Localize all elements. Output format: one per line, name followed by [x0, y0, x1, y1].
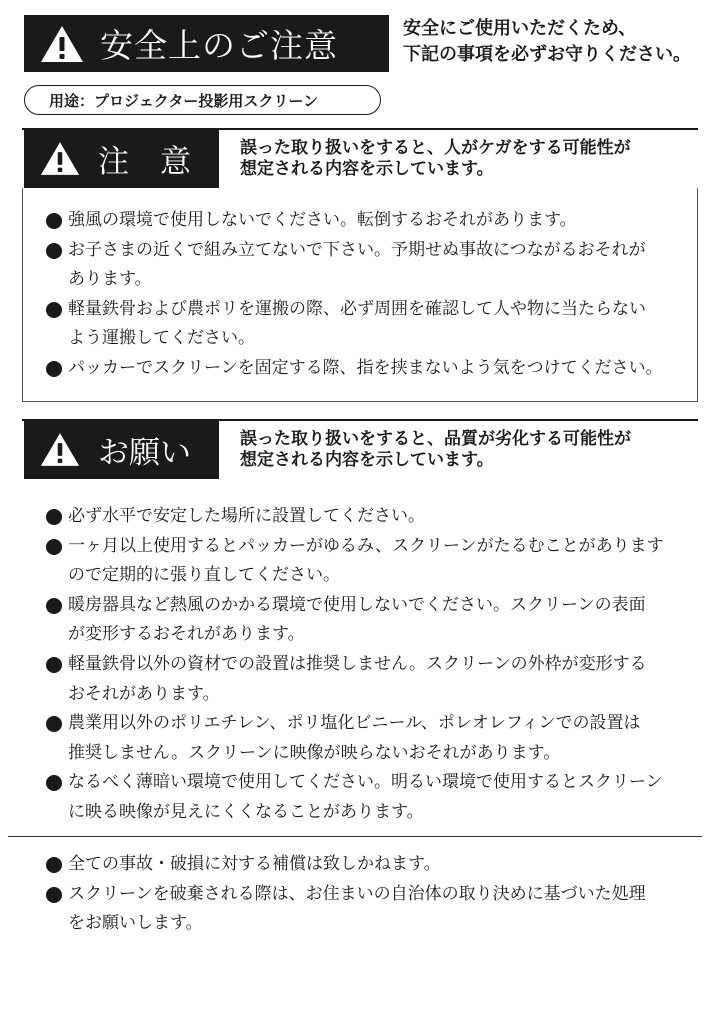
- caution-description: [240, 138, 710, 180]
- intro-text: [403, 16, 713, 68]
- list-item: [46, 354, 706, 384]
- request-banner: [24, 419, 219, 479]
- list-item: [46, 880, 706, 939]
- list-item: [46, 650, 706, 709]
- list-item: [46, 850, 706, 880]
- bullet-icon: [46, 539, 62, 555]
- page-title: 安全上のご注意: [100, 26, 338, 65]
- notes-list: [46, 850, 706, 939]
- caution-desc-line: 想定される内容を示しています。: [240, 159, 494, 179]
- intro-line: 安全にご使用いただくため、: [403, 18, 637, 39]
- list-item: [46, 768, 706, 827]
- warning-icon: [40, 25, 84, 63]
- caution-banner: [24, 128, 219, 188]
- bullet-icon: [46, 509, 62, 525]
- item-line: パッカーでスクリーンを固定する際、指を挟まないよう気をつけてください。: [68, 357, 663, 378]
- item-line: あります。: [68, 269, 152, 290]
- list-item: [46, 206, 706, 236]
- intro-line: 下記の事項を必ずお守りください。: [403, 44, 691, 65]
- bullet-icon: [46, 302, 62, 318]
- bullet-icon: [46, 213, 62, 229]
- request-desc-line: 想定される内容を示しています。: [240, 450, 494, 470]
- item-line: 軽量鉄骨以外の資材での設置は推奨しません。スクリーンの外枠が変形する: [68, 653, 647, 674]
- usage-label: 用途：プロジェクター投影用スクリーン: [24, 85, 381, 115]
- warning-icon: [40, 432, 80, 467]
- request-list: [46, 502, 706, 828]
- item-line: 推奨しません。スクリーンに映像が映らないおそれがあります。: [68, 742, 561, 763]
- bullet-icon: [46, 243, 62, 259]
- caution-list: [46, 206, 706, 384]
- warning-icon: [40, 141, 80, 176]
- title-banner: [24, 15, 389, 72]
- item-line: よう運搬してください。: [68, 328, 255, 349]
- list-item: [46, 295, 706, 354]
- item-line: おそれがあります。: [68, 683, 220, 704]
- caution-box-left: [22, 188, 23, 402]
- item-line: お子さまの近くで組み立てないで下さい。予期せぬ事故につながるおそれが: [68, 239, 646, 260]
- item-line: 強風の環境で使用しないでください。転倒するおそれがあります。: [68, 210, 577, 230]
- item-line: 暖房器具など熱風のかかる環境で使用しないでください。スクリーンの表面: [68, 594, 646, 615]
- caution-desc-line: 誤った取り扱いをすると、人がケガをする可能性が: [240, 138, 631, 158]
- item-line: 軽量鉄骨および農ポリを運搬の際、必ず周囲を確認して人や物に当たらない: [68, 298, 646, 319]
- bullet-icon: [46, 887, 62, 903]
- caution-label: 注 意: [98, 143, 191, 180]
- bullet-icon: [46, 775, 62, 791]
- item-line: 一ヶ月以上使用するとパッカーがゆるみ、スクリーンがたるむことがあります: [68, 535, 664, 556]
- bullet-icon: [46, 857, 62, 873]
- item-line: 農業用以外のポリエチレン、ポリ塩化ビニール、ポレオレフィンでの設置は: [68, 713, 641, 734]
- item-line: なるべく薄暗い環境で使用してください。明るい環境で使用するとスクリーン: [68, 772, 663, 793]
- bullet-icon: [46, 361, 62, 377]
- item-line: ので定期的に張り直してください。: [68, 565, 340, 586]
- caution-box-bottom: [22, 401, 698, 402]
- item-line: に映る映像が見えにくくなることがあります。: [68, 801, 424, 822]
- item-line: をお願いします。: [68, 913, 203, 934]
- bullet-icon: [46, 657, 62, 673]
- section-divider: [8, 836, 702, 837]
- request-desc-line: 誤った取り扱いをすると、品質が劣化する可能性が: [240, 429, 631, 449]
- list-item: [46, 532, 706, 591]
- request-label: お願い: [98, 434, 191, 471]
- item-line: スクリーンを破棄される際は、お住まいの自治体の取り決めに基づいた処理: [68, 883, 646, 904]
- item-line: 必ず水平で安定した場所に設置してください。: [68, 506, 425, 526]
- bullet-icon: [46, 598, 62, 614]
- list-item: [46, 502, 706, 532]
- request-description: [240, 429, 710, 471]
- list-item: [46, 236, 706, 295]
- bullet-icon: [46, 716, 62, 732]
- item-line: が変形するおそれがあります。: [68, 624, 305, 645]
- list-item: [46, 709, 706, 768]
- list-item: [46, 591, 706, 650]
- item-line: 全ての事故・破損に対する補償は致しかねます。: [68, 854, 441, 874]
